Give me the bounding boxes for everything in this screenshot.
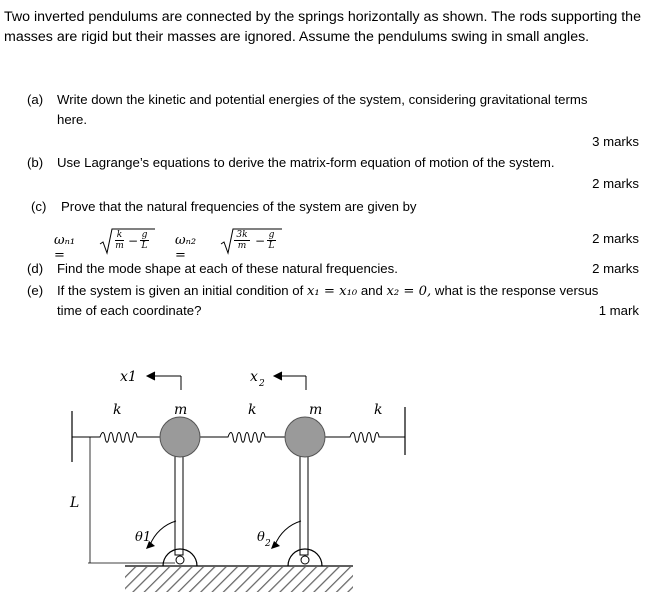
frac-den: m [237, 241, 247, 251]
x2-subscript: 2 [259, 379, 265, 389]
initial-condition-x1: x₁ = x₁₀ [306, 284, 358, 299]
part-d-label: (d) [27, 261, 44, 276]
omega-n2-label: ωₙ₂ = [175, 233, 197, 263]
part-a-continuation: here. [57, 112, 88, 127]
frac-num: 3k [234, 230, 250, 241]
part-e-marks: 1 mark [598, 303, 639, 318]
part-a-label: (a) [27, 92, 44, 107]
theta2-subscript: 2 [265, 539, 271, 549]
pivot-pin-right [301, 556, 309, 564]
initial-condition-x2: x₂ = 0, [386, 284, 432, 299]
mass-left [160, 417, 200, 457]
part-a-marks: 3 marks [592, 134, 639, 149]
x2-arrow [274, 372, 306, 390]
mass-m-left-label: m [174, 402, 188, 418]
x2-label: x [250, 369, 258, 385]
omega-n1-label: ωₙ₁ = [54, 233, 76, 263]
spring-k-left-label: k [113, 402, 122, 418]
spring-right [325, 433, 405, 443]
frac-den: L [268, 241, 275, 251]
part-c-text: Prove that the natural frequencies of the system are given by [61, 199, 417, 214]
mass-m-right-label: m [309, 402, 323, 418]
frac-num: g [141, 230, 148, 240]
part-c-label: (c) [31, 199, 47, 214]
spring-left [72, 433, 160, 443]
rod-left [175, 455, 183, 555]
frac-den: m [115, 241, 124, 251]
theta2-label: θ [257, 530, 265, 545]
frac-num: g [268, 230, 275, 240]
part-c-marks: 2 marks [592, 231, 639, 246]
part-e-label: (e) [27, 283, 44, 298]
part-b-label: (b) [27, 155, 44, 170]
minus-sign: − [255, 234, 266, 248]
x1-label: x1 [120, 369, 137, 385]
part-d-text: Find the mode shape at each of these natural frequencies. [57, 261, 398, 276]
rod-right [300, 455, 308, 555]
frac-den: L [141, 241, 148, 251]
pivot-pin-left [176, 556, 184, 564]
problem-intro: Two inverted pendulums are connected by the springs horizontally as shown. The rods supporting the masses are rigid but their masses are ignored. Assume the pendulums swing in small angles. [4, 9, 641, 45]
part-e-text-before: If the system is given an initial condition of [57, 283, 304, 298]
mass-right [285, 417, 325, 457]
ground-hatch [125, 567, 353, 592]
spring-k-middle-label: k [248, 402, 257, 418]
theta1-arrow [150, 521, 176, 545]
theta2-arrow [275, 521, 301, 545]
spring-middle [200, 433, 285, 443]
part-e-text-after: what is the response versus [434, 283, 599, 298]
part-a-text: Write down the kinetic and potential energies of the system, considering gravitational terms [57, 92, 588, 107]
part-d-marks: 2 marks [592, 261, 639, 276]
part-e-continuation: time of each coordinate? [57, 303, 202, 318]
part-b-marks: 2 marks [592, 176, 639, 191]
spring-k-right-label: k [374, 402, 383, 418]
minus-sign: − [128, 234, 139, 248]
theta1-label: θ1 [135, 530, 152, 545]
frac-num: k [116, 230, 123, 240]
part-e-text-mid: and [360, 283, 383, 298]
length-L-label: L [70, 495, 80, 511]
theta2-arrowhead [271, 541, 280, 549]
x1-arrow [147, 372, 181, 390]
part-b-text: Use Lagrange’s equations to derive the matrix-form equation of motion of the system. [57, 155, 555, 170]
